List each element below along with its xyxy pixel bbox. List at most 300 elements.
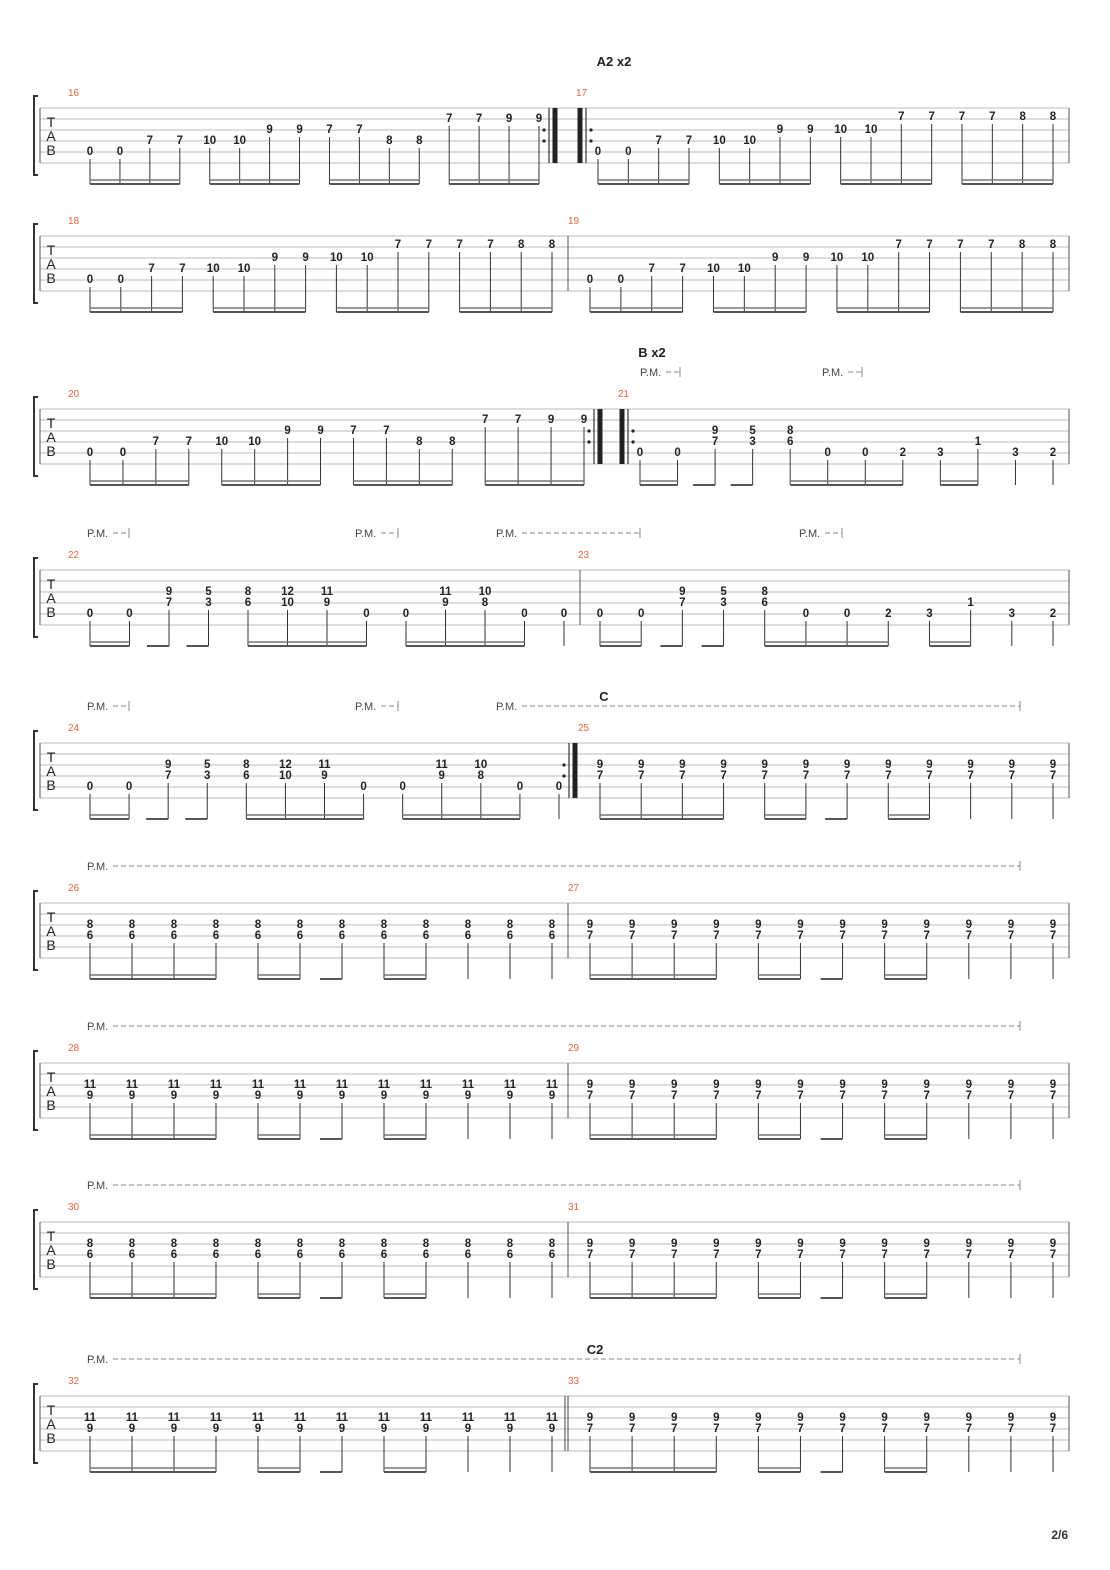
- system-bracket: [34, 1210, 38, 1289]
- fret-number: 8: [416, 436, 423, 448]
- fret-number: 11: [545, 1079, 559, 1091]
- fret-number: 8: [416, 135, 423, 147]
- fret-number: 7: [843, 770, 851, 782]
- fret-number: 9: [679, 759, 686, 771]
- fret-number: 11: [125, 1079, 139, 1091]
- fret-number: 7: [881, 1249, 888, 1261]
- fret-number: 9: [628, 1412, 636, 1424]
- tab-clef-letter: T: [46, 415, 56, 431]
- fret-number: 7: [1049, 1423, 1057, 1435]
- tab-clef-letter: A: [46, 1416, 56, 1432]
- fret-number: 7: [487, 239, 494, 251]
- fret-number: 3: [926, 608, 933, 620]
- fret-number: 0: [637, 608, 645, 620]
- fret-number: 9: [965, 1079, 973, 1091]
- fret-number: 9: [323, 597, 331, 609]
- fret-number: 6: [506, 930, 514, 942]
- repeat-dot: [562, 763, 565, 766]
- fret-number: 9: [1007, 919, 1015, 931]
- fret-number: 7: [146, 135, 154, 147]
- fret-number: 10: [237, 263, 251, 275]
- fret-number: 7: [586, 930, 594, 942]
- fret-number: 0: [516, 781, 524, 793]
- fret-number: 9: [967, 759, 974, 771]
- fret-number: 0: [824, 447, 831, 459]
- fret-number: 9: [338, 1423, 346, 1435]
- fret-number: 8: [170, 1238, 178, 1250]
- fret-number: 6: [380, 930, 388, 942]
- fret-number: 6: [548, 930, 556, 942]
- fret-number: 9: [881, 1238, 888, 1250]
- fret-number: 9: [679, 586, 686, 598]
- fret-number: 7: [965, 930, 973, 942]
- palm-mute-label: P.M.: [822, 367, 844, 379]
- fret-number: 11: [419, 1412, 433, 1424]
- fret-number: 11: [251, 1412, 265, 1424]
- fret-number: 9: [1049, 759, 1057, 771]
- fret-number: 8: [254, 919, 262, 931]
- tab-clef-letter: A: [46, 128, 56, 144]
- palm-mute-label: P.M.: [496, 528, 518, 540]
- fret-number: 7: [1049, 930, 1057, 942]
- fret-number: 8: [506, 1238, 514, 1250]
- fret-number: 0: [86, 146, 94, 158]
- fret-number: 8: [380, 919, 388, 931]
- tab-clef-letter: B: [46, 1430, 56, 1446]
- fret-number: 8: [477, 770, 485, 782]
- fret-number: 9: [670, 1412, 678, 1424]
- fret-number: 9: [628, 919, 636, 931]
- fret-number: 9: [755, 1238, 762, 1250]
- fret-number: 7: [958, 111, 966, 123]
- fret-number: 8: [548, 919, 556, 931]
- fret-number: 7: [881, 1423, 888, 1435]
- fret-number: 9: [965, 1238, 973, 1250]
- fret-number: 0: [117, 274, 125, 286]
- fret-number: 7: [895, 239, 902, 251]
- fret-number: 7: [755, 1090, 762, 1102]
- fret-number: 0: [594, 146, 602, 158]
- fret-number: 7: [475, 113, 483, 125]
- fret-number: 7: [755, 930, 762, 942]
- fret-number: 10: [864, 124, 878, 136]
- measure-number: 28: [68, 1043, 80, 1054]
- palm-mute-label: P.M.: [87, 1180, 109, 1192]
- fret-number: 5: [204, 759, 211, 771]
- fret-number: 8: [786, 425, 794, 437]
- fret-number: 0: [802, 608, 810, 620]
- fret-number: 7: [586, 1249, 594, 1261]
- fret-number: 7: [926, 239, 933, 251]
- fret-number: 12: [279, 759, 292, 771]
- fret-number: 8: [212, 919, 220, 931]
- fret-number: 9: [628, 1079, 636, 1091]
- fret-number: 7: [679, 597, 686, 609]
- fret-number: 8: [244, 586, 252, 598]
- fret-number: 9: [755, 1412, 762, 1424]
- fret-number: 9: [296, 124, 303, 136]
- repeat-dot: [542, 128, 545, 131]
- fret-number: 9: [170, 1423, 178, 1435]
- fret-number: 0: [126, 608, 133, 620]
- fret-number: 9: [1049, 1079, 1057, 1091]
- fret-number: 9: [670, 1238, 678, 1250]
- repeat-dot: [542, 139, 545, 142]
- repeat-dot: [589, 128, 592, 131]
- measure-number: 27: [568, 883, 580, 894]
- fret-number: 11: [503, 1412, 517, 1424]
- tab-clef-letter: T: [46, 576, 56, 592]
- fret-number: 9: [296, 1090, 304, 1102]
- fret-number: 11: [83, 1412, 97, 1424]
- tab-clef-letter: A: [46, 763, 56, 779]
- fret-number: 9: [776, 124, 784, 136]
- fret-number: 9: [1007, 1238, 1015, 1250]
- section-label: A2 x2: [596, 54, 632, 69]
- fret-number: 7: [1049, 1090, 1057, 1102]
- palm-mute-label: P.M.: [355, 528, 377, 540]
- fret-number: 7: [628, 1249, 636, 1261]
- fret-number: 9: [885, 759, 892, 771]
- fret-number: 9: [755, 1079, 762, 1091]
- measure-number: 21: [618, 389, 630, 400]
- tab-clef-letter: A: [46, 923, 56, 939]
- fret-number: 6: [296, 1249, 304, 1261]
- fret-number: 11: [377, 1412, 391, 1424]
- fret-number: 10: [330, 252, 343, 264]
- fret-number: 6: [86, 1249, 94, 1261]
- fret-number: 8: [243, 759, 250, 771]
- fret-number: 0: [86, 447, 94, 459]
- fret-number: 7: [394, 239, 402, 251]
- fret-number: 8: [86, 919, 94, 931]
- page-number: 2/6: [1051, 1528, 1068, 1542]
- fret-number: 7: [989, 111, 996, 123]
- fret-number: 9: [1007, 1412, 1015, 1424]
- fret-number: 9: [923, 1079, 930, 1091]
- fret-number: 9: [843, 759, 851, 771]
- measure-number: 23: [578, 550, 590, 561]
- fret-number: 7: [648, 263, 655, 275]
- fret-number: 3: [937, 447, 944, 459]
- fret-number: 7: [755, 1423, 762, 1435]
- fret-number: 7: [445, 113, 453, 125]
- fret-number: 2: [1049, 447, 1057, 459]
- fret-number: 7: [802, 770, 810, 782]
- fret-number: 9: [839, 1412, 846, 1424]
- fret-number: 6: [170, 1249, 178, 1261]
- fret-number: 9: [128, 1090, 136, 1102]
- fret-number: 7: [965, 1423, 973, 1435]
- fret-number: 8: [128, 919, 136, 931]
- fret-number: 9: [807, 124, 814, 136]
- tab-clef-letter: A: [46, 590, 56, 606]
- fret-number: 9: [548, 1423, 556, 1435]
- fret-number: 2: [899, 447, 907, 459]
- fret-number: 3: [1008, 608, 1016, 620]
- fret-number: 0: [86, 608, 94, 620]
- system-bracket: [34, 558, 38, 637]
- fret-number: 0: [586, 274, 594, 286]
- fret-number: 7: [797, 1090, 804, 1102]
- measure-number: 30: [68, 1202, 80, 1213]
- fret-number: 9: [1049, 1412, 1057, 1424]
- fret-number: 7: [628, 930, 636, 942]
- fret-number: 7: [988, 239, 995, 251]
- fret-number: 8: [548, 239, 556, 251]
- fret-number: 9: [802, 759, 810, 771]
- tab-clef-letter: T: [46, 909, 56, 925]
- repeat-dot: [562, 774, 565, 777]
- fret-number: 11: [419, 1079, 433, 1091]
- fret-number: 9: [86, 1423, 94, 1435]
- tab-clef-letter: A: [46, 1242, 56, 1258]
- fret-number: 8: [170, 919, 178, 931]
- fret-number: 8: [517, 239, 525, 251]
- fret-number: 9: [506, 1090, 514, 1102]
- measure-number: 32: [68, 1376, 80, 1387]
- fret-number: 9: [165, 586, 173, 598]
- fret-number: 9: [755, 919, 762, 931]
- fret-number: 7: [923, 1090, 930, 1102]
- fret-number: 9: [422, 1090, 430, 1102]
- fret-number: 7: [797, 1249, 804, 1261]
- tab-clef-letter: T: [46, 1228, 56, 1244]
- fret-number: 7: [185, 436, 193, 448]
- fret-number: 9: [1008, 759, 1016, 771]
- fret-number: 7: [957, 239, 964, 251]
- fret-number: 9: [713, 1079, 720, 1091]
- fret-number: 9: [586, 919, 594, 931]
- fret-number: 8: [1018, 239, 1026, 251]
- fret-number: 7: [596, 770, 604, 782]
- fret-number: 9: [506, 1423, 514, 1435]
- palm-mute-label: P.M.: [355, 701, 377, 713]
- fret-number: 7: [670, 930, 678, 942]
- fret-number: 7: [713, 1423, 720, 1435]
- fret-number: 0: [521, 608, 528, 620]
- fret-number: 7: [885, 770, 892, 782]
- fret-number: 7: [755, 1249, 762, 1261]
- fret-number: 6: [338, 1249, 346, 1261]
- fret-number: 10: [707, 263, 720, 275]
- fret-number: 0: [402, 608, 410, 620]
- fret-number: 7: [586, 1090, 594, 1102]
- fret-number: 7: [637, 770, 645, 782]
- tab-clef-letter: B: [46, 937, 56, 953]
- fret-number: 9: [839, 1079, 846, 1091]
- palm-mute-label: P.M.: [640, 367, 662, 379]
- fret-number: 1: [974, 436, 982, 448]
- system-bracket: [34, 1051, 38, 1130]
- fret-number: 8: [128, 1238, 136, 1250]
- fret-number: 9: [761, 759, 768, 771]
- fret-number: 8: [481, 597, 489, 609]
- fret-number: 11: [377, 1079, 391, 1091]
- system-bracket: [34, 891, 38, 970]
- fret-number: 7: [356, 124, 363, 136]
- fret-number: 9: [338, 1090, 346, 1102]
- fret-number: 9: [505, 113, 513, 125]
- fret-number: 6: [464, 930, 472, 942]
- measure-number: 17: [576, 88, 588, 99]
- fret-number: 9: [596, 759, 604, 771]
- tab-clef-letter: B: [46, 1256, 56, 1272]
- fret-number: 6: [786, 436, 794, 448]
- fret-number: 0: [116, 146, 124, 158]
- palm-mute-label: P.M.: [496, 701, 518, 713]
- fret-number: 9: [128, 1423, 136, 1435]
- fret-number: 8: [296, 919, 304, 931]
- fret-number: 7: [679, 770, 686, 782]
- fret-number: 11: [209, 1079, 223, 1091]
- repeat-dot: [589, 139, 592, 142]
- fret-number: 9: [380, 1423, 388, 1435]
- fret-number: 9: [713, 919, 720, 931]
- palm-mute-label: P.M.: [87, 528, 109, 540]
- fret-number: 9: [713, 1412, 720, 1424]
- fret-number: 7: [326, 124, 333, 136]
- fret-number: 7: [898, 111, 905, 123]
- fret-number: 11: [293, 1412, 307, 1424]
- fret-number: 7: [761, 770, 768, 782]
- fret-number: 10: [830, 252, 844, 264]
- fret-number: 9: [254, 1090, 262, 1102]
- fret-number: 10: [474, 759, 488, 771]
- fret-number: 7: [839, 1423, 846, 1435]
- fret-number: 10: [861, 252, 875, 264]
- fret-number: 11: [293, 1079, 307, 1091]
- fret-number: 11: [83, 1079, 97, 1091]
- fret-number: 10: [203, 135, 217, 147]
- fret-number: 0: [625, 146, 632, 158]
- fret-number: 11: [318, 759, 331, 771]
- tab-clef-letter: A: [46, 1083, 56, 1099]
- fret-number: 5: [720, 586, 727, 598]
- fret-number: 7: [923, 1249, 930, 1261]
- fret-number: 11: [461, 1079, 475, 1091]
- measure-number: 24: [68, 723, 80, 734]
- fret-number: 7: [713, 930, 720, 942]
- fret-number: 11: [435, 759, 448, 771]
- fret-number: 7: [881, 930, 888, 942]
- fret-number: 7: [965, 1249, 973, 1261]
- measure-number: 26: [68, 883, 80, 894]
- measure-number: 31: [568, 1202, 580, 1213]
- fret-number: 9: [586, 1412, 594, 1424]
- fret-number: 10: [248, 436, 262, 448]
- fret-number: 2: [885, 608, 892, 620]
- fret-number: 5: [749, 425, 756, 437]
- fret-number: 8: [449, 436, 456, 448]
- fret-number: 7: [839, 1249, 846, 1261]
- fret-number: 6: [170, 930, 178, 942]
- fret-number: 7: [655, 135, 662, 147]
- repeat-dot: [587, 429, 590, 432]
- fret-number: 9: [271, 252, 279, 264]
- system-bracket: [34, 731, 38, 810]
- fret-number: 0: [360, 781, 367, 793]
- fret-number: 7: [797, 1423, 804, 1435]
- fret-number: 8: [296, 1238, 304, 1250]
- system-bracket: [34, 1384, 38, 1463]
- fret-number: 8: [1019, 111, 1026, 123]
- measure-number: 33: [568, 1376, 580, 1387]
- fret-number: 9: [296, 1423, 304, 1435]
- fret-number: 11: [209, 1412, 223, 1424]
- fret-number: 7: [586, 1423, 594, 1435]
- fret-number: 9: [711, 425, 719, 437]
- fret-number: 8: [86, 1238, 94, 1250]
- fret-number: 7: [628, 1423, 636, 1435]
- fret-number: 9: [713, 1238, 720, 1250]
- fret-number: 8: [1049, 111, 1057, 123]
- fret-number: 0: [636, 447, 644, 459]
- fret-number: 9: [422, 1423, 430, 1435]
- fret-number: 9: [923, 1238, 930, 1250]
- fret-number: 7: [165, 597, 173, 609]
- fret-number: 11: [335, 1412, 349, 1424]
- fret-number: 9: [164, 759, 172, 771]
- system-bracket: [34, 96, 38, 175]
- fret-number: 10: [737, 263, 751, 275]
- fret-number: 11: [545, 1412, 559, 1424]
- fret-number: 7: [152, 436, 160, 448]
- fret-number: 7: [670, 1249, 678, 1261]
- fret-number: 7: [148, 263, 155, 275]
- fret-number: 3: [749, 436, 756, 448]
- fret-number: 11: [503, 1079, 517, 1091]
- section-label: C2: [586, 1342, 604, 1357]
- fret-number: 6: [254, 1249, 262, 1261]
- fret-number: 7: [670, 1423, 678, 1435]
- fret-number: 0: [125, 781, 133, 793]
- fret-number: 9: [771, 252, 779, 264]
- fret-number: 7: [164, 770, 172, 782]
- fret-number: 10: [206, 263, 220, 275]
- fret-number: 9: [464, 1423, 472, 1435]
- fret-number: 9: [254, 1423, 262, 1435]
- fret-number: 6: [464, 1249, 472, 1261]
- fret-number: 9: [547, 414, 555, 426]
- fret-number: 6: [243, 770, 250, 782]
- fret-number: 7: [1049, 1249, 1057, 1261]
- repeat-dot: [631, 440, 634, 443]
- fret-number: 8: [338, 919, 346, 931]
- tab-clef-letter: A: [46, 429, 56, 445]
- fret-number: 10: [215, 436, 229, 448]
- fret-number: 7: [720, 770, 727, 782]
- fret-number: 9: [797, 1412, 804, 1424]
- fret-number: 9: [548, 1090, 556, 1102]
- section-label: B x2: [638, 345, 666, 360]
- fret-number: 6: [380, 1249, 388, 1261]
- fret-number: 10: [281, 597, 294, 609]
- fret-number: 7: [670, 1090, 678, 1102]
- fret-number: 7: [514, 414, 522, 426]
- fret-number: 6: [761, 597, 768, 609]
- tab-clef-letter: T: [46, 749, 56, 765]
- fret-number: 9: [86, 1090, 94, 1102]
- fret-number: 12: [281, 586, 294, 598]
- fret-number: 9: [1049, 1238, 1057, 1250]
- fret-number: 7: [797, 930, 804, 942]
- repeat-dot: [631, 429, 634, 432]
- fret-number: 0: [399, 781, 406, 793]
- palm-mute-label: P.M.: [87, 701, 109, 713]
- fret-number: 8: [761, 586, 768, 598]
- fret-number: 0: [119, 447, 127, 459]
